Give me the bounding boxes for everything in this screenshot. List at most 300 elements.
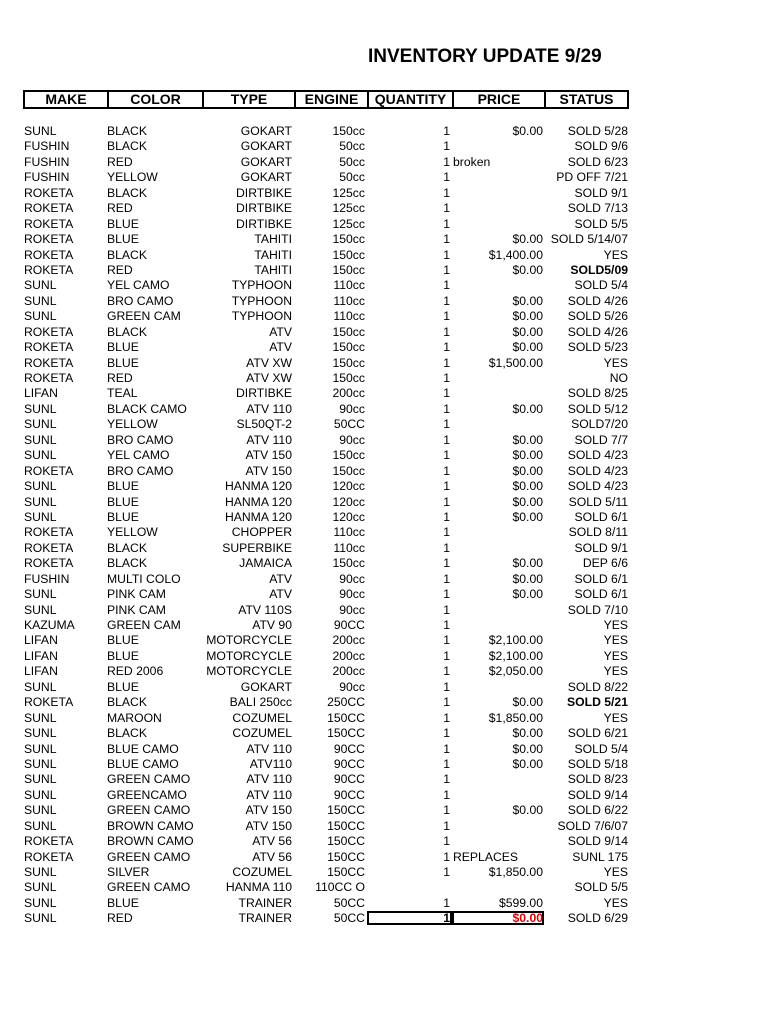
cell-engine[interactable]: 200cc	[332, 386, 365, 401]
cell-status[interactable]: SOLD 8/25	[567, 386, 628, 401]
cell-price[interactable]: $0.00	[512, 463, 543, 478]
cell-make[interactable]: SUNL	[24, 787, 57, 802]
cell-color[interactable]: BLACK	[107, 540, 147, 555]
cell-quantity[interactable]: 1	[443, 340, 450, 355]
cell-quantity[interactable]: 1	[443, 386, 450, 401]
cell-status[interactable]: SUNL 175	[572, 849, 628, 864]
cell-status[interactable]: SOLD 5/5	[574, 880, 628, 895]
cell-type[interactable]: TRAINER	[238, 911, 292, 926]
cell-type[interactable]: HANMA 110	[225, 880, 292, 895]
cell-quantity[interactable]: 1	[443, 185, 450, 200]
cell-engine[interactable]: 110cc	[333, 293, 365, 308]
cell-type[interactable]: JAMAICA	[239, 556, 292, 571]
cell-type[interactable]: TAHITI	[254, 247, 292, 262]
cell-status[interactable]: SOLD 5/4	[574, 278, 628, 293]
cell-type[interactable]: ATV 110	[246, 401, 292, 416]
cell-engine[interactable]: 50cc	[339, 154, 365, 169]
cell-make[interactable]: KAZUMA	[24, 618, 75, 632]
cell-engine[interactable]: 125cc	[332, 201, 365, 216]
cell-engine[interactable]: 150CC	[327, 818, 365, 833]
cell-status[interactable]: DEP 6/6	[582, 556, 628, 571]
cell-price[interactable]: $0.00	[512, 401, 543, 416]
cell-status[interactable]: SOLD 5/26	[567, 309, 628, 324]
cell-quantity[interactable]: 1	[443, 726, 450, 741]
cell-engine[interactable]: 200cc	[332, 664, 365, 679]
cell-make[interactable]: SUNL	[24, 911, 57, 926]
cell-make[interactable]: ROKETA	[24, 525, 74, 540]
cell-status[interactable]: YES	[603, 247, 628, 262]
cell-color[interactable]: BLACK	[107, 185, 147, 200]
cell-type[interactable]: ATV 110	[246, 787, 292, 802]
cell-price[interactable]: $0.00	[512, 726, 543, 741]
cell-quantity[interactable]: 1	[443, 293, 450, 308]
cell-make[interactable]: SUNL	[24, 710, 57, 725]
cell-type[interactable]: COZUMEL	[232, 710, 292, 725]
cell-price[interactable]: $0.00	[512, 741, 543, 756]
cell-engine[interactable]: 50cc	[339, 139, 365, 154]
cell-color[interactable]: GREEN CAMO	[107, 880, 191, 895]
cell-type[interactable]: COZUMEL	[232, 726, 292, 741]
cell-quantity[interactable]: 1	[443, 865, 450, 879]
cell-price[interactable]: $1,400.00	[488, 247, 543, 262]
cell-price[interactable]: $0.00	[512, 448, 543, 463]
cell-type[interactable]: ATV	[269, 324, 292, 339]
cell-color[interactable]: TEAL	[107, 386, 138, 401]
cell-make[interactable]: SUNL	[24, 679, 57, 694]
cell-color[interactable]: RED	[107, 154, 133, 169]
cell-quantity[interactable]: 1	[443, 309, 450, 324]
cell-price[interactable]: $0.00	[512, 509, 543, 524]
cell-engine[interactable]: 150cc	[332, 448, 365, 463]
cell-color[interactable]: SILVER	[107, 865, 150, 879]
cell-color[interactable]: BROWN CAMO	[107, 818, 194, 833]
cell-status[interactable]: SOLD 5/28	[567, 124, 628, 138]
cell-make[interactable]: ROKETA	[24, 324, 74, 339]
cell-status[interactable]: SOLD 6/1	[574, 587, 628, 602]
cell-status[interactable]: SOLD 4/23	[567, 463, 628, 478]
cell-color[interactable]: PINK CAM	[107, 587, 166, 602]
cell-engine[interactable]: 150cc	[332, 340, 365, 355]
cell-engine[interactable]: 150cc	[332, 262, 365, 277]
cell-color[interactable]: BLUE	[107, 633, 139, 648]
cell-make[interactable]: SUNL	[24, 494, 57, 509]
cell-engine[interactable]: 110cc	[333, 309, 365, 324]
cell-status[interactable]: SOLD 8/23	[567, 772, 628, 787]
cell-color[interactable]: BRO CAMO	[107, 432, 174, 447]
cell-color[interactable]: GREENCAMO	[107, 787, 187, 802]
cell-color[interactable]: BLACK	[107, 139, 147, 154]
cell-engine[interactable]: 90cc	[339, 602, 365, 617]
cell-engine[interactable]: 150cc	[332, 324, 365, 339]
cell-type[interactable]: ATV 150	[245, 818, 292, 833]
cell-make[interactable]: SUNL	[24, 417, 57, 432]
cell-make[interactable]: ROKETA	[24, 247, 74, 262]
cell-make[interactable]: ROKETA	[24, 340, 74, 355]
cell-price[interactable]: $0.00	[512, 494, 543, 509]
cell-color[interactable]: BROWN CAMO	[107, 834, 194, 849]
cell-quantity[interactable]: 1	[443, 834, 450, 849]
cell-status[interactable]: SOLD 7/13	[567, 201, 628, 216]
cell-quantity[interactable]: 1	[443, 201, 450, 216]
cell-color[interactable]: BLACK	[107, 124, 147, 138]
cell-status[interactable]: SOLD 8/22	[567, 679, 628, 694]
cell-price[interactable]: $0.00	[512, 803, 543, 818]
cell-color[interactable]: BLUE CAMO	[107, 756, 179, 771]
cell-type[interactable]: ATV 110	[246, 432, 292, 447]
cell-engine[interactable]: 150CC	[327, 803, 365, 818]
cell-engine[interactable]: 90cc	[339, 571, 365, 586]
cell-color[interactable]: BRO CAMO	[107, 463, 174, 478]
cell-engine[interactable]: 90CC	[333, 772, 365, 787]
cell-status[interactable]: SOLD 8/11	[568, 525, 628, 540]
cell-engine[interactable]: 150cc	[332, 463, 365, 478]
cell-type[interactable]: ATV XW	[246, 371, 292, 385]
cell-quantity[interactable]: 1	[443, 679, 450, 694]
cell-engine[interactable]: 90cc	[339, 587, 365, 602]
cell-make[interactable]: SUNL	[24, 293, 57, 308]
cell-type[interactable]: ATV 56	[252, 834, 292, 849]
cell-status[interactable]: YES	[603, 648, 628, 663]
cell-status[interactable]: SOLD 5/4	[574, 741, 628, 756]
cell-quantity[interactable]: 1	[443, 278, 450, 293]
cell-engine[interactable]: 90CC	[333, 618, 365, 632]
cell-type[interactable]: DIRTBIKE	[236, 201, 292, 216]
cell-type[interactable]: ATV 110	[246, 772, 292, 787]
cell-quantity[interactable]: 1	[443, 448, 450, 463]
cell-quantity[interactable]: 1	[443, 587, 450, 602]
cell-engine[interactable]: 200cc	[332, 648, 365, 663]
cell-engine[interactable]: 90CC	[333, 756, 365, 771]
cell-make[interactable]: ROKETA	[24, 834, 74, 849]
cell-color[interactable]: BLUE	[107, 679, 139, 694]
cell-quantity[interactable]: 1	[443, 741, 450, 756]
cell-make[interactable]: LIFAN	[24, 386, 58, 401]
cell-quantity[interactable]: 1	[443, 525, 450, 540]
cell-make[interactable]: SUNL	[24, 479, 57, 494]
cell-status[interactable]: SOLD 5/18	[567, 756, 628, 771]
cell-status[interactable]: SOLD 6/23	[567, 154, 628, 169]
cell-price[interactable]: $0.00	[512, 587, 543, 602]
cell-color[interactable]: RED	[107, 262, 133, 277]
cell-make[interactable]: SUNL	[24, 818, 57, 833]
cell-make[interactable]: SUNL	[24, 124, 57, 138]
cell-engine[interactable]: 150CC	[327, 849, 365, 864]
cell-color[interactable]: YELLOW	[107, 170, 158, 185]
cell-note[interactable]: broken	[453, 154, 491, 169]
cell-engine[interactable]: 50cc	[339, 170, 365, 185]
cell-engine[interactable]: 150cc	[332, 232, 365, 247]
cell-color[interactable]: RED	[107, 911, 133, 926]
cell-color[interactable]: YELLOW	[107, 525, 158, 540]
cell-color[interactable]: RED 2006	[107, 664, 164, 679]
cell-color[interactable]: BLUE	[107, 216, 139, 231]
cell-quantity[interactable]: 1	[443, 849, 450, 864]
cell-engine[interactable]: 150cc	[332, 556, 365, 571]
cell-color[interactable]: BLUE	[107, 895, 139, 910]
cell-quantity[interactable]: 1	[443, 401, 450, 416]
cell-type[interactable]: HANMA 120	[224, 509, 292, 524]
cell-price[interactable]: $0.00	[512, 756, 543, 771]
cell-make[interactable]: SUNL	[24, 880, 57, 895]
cell-status[interactable]: SOLD 9/1	[574, 185, 628, 200]
cell-status[interactable]: SOLD 6/1	[574, 509, 628, 524]
cell-status[interactable]: YES	[603, 355, 628, 370]
cell-color[interactable]: BRO CAMO	[107, 293, 174, 308]
cell-price[interactable]: $0.00	[512, 124, 543, 138]
cell-color[interactable]: BLUE	[107, 509, 139, 524]
cell-make[interactable]: ROKETA	[24, 216, 74, 231]
cell-engine[interactable]: 90CC	[333, 741, 365, 756]
cell-quantity[interactable]: 1	[443, 479, 450, 494]
cell-price[interactable]: $1,850.00	[488, 865, 543, 879]
cell-quantity[interactable]: 1	[443, 139, 450, 154]
cell-engine[interactable]: 90cc	[339, 432, 365, 447]
cell-status[interactable]: SOLD 5/12	[567, 401, 628, 416]
cell-make[interactable]: LIFAN	[24, 648, 58, 663]
cell-type[interactable]: TAHITI	[254, 232, 292, 247]
cell-quantity[interactable]: 1	[443, 695, 450, 710]
cell-quantity[interactable]: 1	[443, 216, 450, 231]
cell-status[interactable]: SOLD7/20	[571, 417, 628, 432]
cell-engine[interactable]: 110CC O	[315, 880, 365, 895]
cell-color[interactable]: RED	[107, 201, 133, 216]
cell-make[interactable]: ROKETA	[24, 262, 74, 277]
cell-engine[interactable]: 120cc	[332, 479, 365, 494]
cell-engine[interactable]: 90cc	[339, 679, 365, 694]
cell-type[interactable]: GOKART	[240, 170, 292, 185]
cell-color[interactable]: YELLOW	[107, 417, 158, 432]
cell-engine[interactable]: 50CC	[333, 895, 365, 910]
cell-color[interactable]: BLACK CAMO	[107, 401, 187, 416]
cell-status[interactable]: SOLD 7/10	[567, 602, 628, 617]
cell-type[interactable]: ATV	[269, 340, 292, 355]
cell-quantity[interactable]: 1	[443, 509, 450, 524]
cell-price[interactable]: $0.00	[512, 556, 543, 571]
cell-quantity[interactable]: 1	[443, 170, 450, 185]
cell-make[interactable]: SUNL	[24, 895, 57, 910]
cell-quantity[interactable]: 1	[443, 648, 450, 663]
cell-color[interactable]: BLACK	[107, 695, 147, 710]
cell-type[interactable]: MOTORCYCLE	[206, 664, 292, 679]
cell-type[interactable]: ATV 150	[245, 463, 292, 478]
cell-type[interactable]: SUPERBIKE	[222, 540, 292, 555]
cell-engine[interactable]: 150cc	[332, 247, 365, 262]
cell-status[interactable]: SOLD 4/23	[567, 479, 628, 494]
cell-make[interactable]: ROKETA	[24, 232, 74, 247]
cell-status[interactable]: SOLD 5/23	[567, 340, 628, 355]
cell-type[interactable]: ATV 150	[245, 448, 292, 463]
cell-make[interactable]: ROKETA	[24, 355, 74, 370]
cell-make[interactable]: ROKETA	[24, 556, 74, 571]
cell-type[interactable]: MOTORCYCLE	[206, 633, 292, 648]
selected-quantity-cell[interactable]	[367, 911, 452, 925]
cell-price[interactable]: $0.00	[512, 911, 543, 926]
cell-type[interactable]: ATV 90	[252, 618, 292, 632]
cell-status[interactable]: SOLD 5/14/07	[550, 232, 628, 247]
cell-quantity[interactable]: 1	[443, 664, 450, 679]
cell-type[interactable]: ATV	[269, 587, 292, 602]
cell-quantity[interactable]: 1	[443, 710, 450, 725]
cell-quantity[interactable]: 1	[443, 556, 450, 571]
cell-type[interactable]: TYPHOON	[231, 309, 292, 324]
cell-status[interactable]: SOLD 4/26	[567, 324, 628, 339]
cell-quantity[interactable]: 1	[443, 772, 450, 787]
cell-type[interactable]: BALI 250cc	[229, 695, 292, 710]
cell-status[interactable]: SOLD 5/11	[568, 494, 628, 509]
cell-status[interactable]: SOLD 9/14	[567, 787, 628, 802]
cell-make[interactable]: LIFAN	[24, 633, 58, 648]
cell-type[interactable]: MOTORCYCLE	[206, 648, 292, 663]
cell-color[interactable]: BLACK	[107, 556, 147, 571]
cell-status[interactable]: SOLD 4/23	[567, 448, 628, 463]
cell-price[interactable]: $599.00	[498, 895, 543, 910]
cell-quantity[interactable]: 1	[443, 787, 450, 802]
cell-quantity[interactable]: 1	[443, 818, 450, 833]
cell-engine[interactable]: 50CC	[333, 911, 365, 926]
cell-price[interactable]: $1,500.00	[488, 355, 543, 370]
cell-quantity[interactable]: 1	[443, 417, 450, 432]
cell-status[interactable]: SOLD 9/6	[574, 139, 628, 154]
cell-make[interactable]: SUNL	[24, 741, 57, 756]
cell-quantity[interactable]: 1	[443, 494, 450, 509]
cell-color[interactable]: BLACK	[107, 247, 147, 262]
cell-type[interactable]: ATV 150	[245, 803, 292, 818]
cell-make[interactable]: SUNL	[24, 756, 57, 771]
cell-type[interactable]: DIRTBIKE	[236, 185, 292, 200]
cell-engine[interactable]: 150cc	[332, 355, 365, 370]
cell-make[interactable]: SUNL	[24, 401, 57, 416]
cell-quantity[interactable]: 1	[443, 371, 450, 385]
cell-color[interactable]: GREEN CAM	[107, 618, 181, 632]
cell-engine[interactable]: 120cc	[332, 509, 365, 524]
cell-price[interactable]: $0.00	[512, 340, 543, 355]
cell-make[interactable]: SUNL	[24, 803, 57, 818]
cell-engine[interactable]: 90CC	[333, 787, 365, 802]
cell-make[interactable]: LIFAN	[24, 664, 58, 679]
cell-status[interactable]: SOLD 6/22	[567, 803, 628, 818]
cell-engine[interactable]: 150CC	[327, 726, 365, 741]
cell-price[interactable]: $0.00	[512, 309, 543, 324]
cell-color[interactable]: BLUE	[107, 232, 139, 247]
cell-quantity[interactable]: 1	[443, 124, 450, 138]
cell-quantity[interactable]: 1	[443, 895, 450, 910]
cell-color[interactable]: BLUE	[107, 340, 139, 355]
cell-quantity[interactable]: 1	[443, 571, 450, 586]
cell-engine[interactable]: 150CC	[327, 865, 365, 879]
cell-engine[interactable]: 110cc	[333, 278, 365, 293]
cell-price[interactable]: $0.00	[512, 432, 543, 447]
cell-type[interactable]: GOKART	[240, 124, 292, 138]
cell-engine[interactable]: 150cc	[332, 371, 365, 385]
cell-quantity[interactable]: 1	[443, 355, 450, 370]
cell-status[interactable]: YES	[603, 664, 628, 679]
cell-color[interactable]: BLUE	[107, 648, 139, 663]
cell-quantity[interactable]: 1	[443, 618, 450, 632]
cell-price[interactable]: $0.00	[512, 232, 543, 247]
cell-status[interactable]: PD OFF 7/21	[556, 170, 628, 185]
cell-color[interactable]: GREEN CAMO	[107, 849, 191, 864]
cell-type[interactable]: CHOPPER	[231, 525, 292, 540]
cell-status[interactable]: SOLD 7/7	[574, 432, 628, 447]
cell-engine[interactable]: 50CC	[333, 417, 365, 432]
cell-type[interactable]: TRAINER	[238, 895, 292, 910]
cell-engine[interactable]: 120cc	[332, 494, 365, 509]
cell-make[interactable]: FUSHIN	[24, 139, 70, 154]
cell-status[interactable]: SOLD 5/5	[574, 216, 628, 231]
cell-quantity[interactable]: 1	[443, 911, 450, 926]
cell-color[interactable]: BLUE	[107, 479, 139, 494]
cell-price[interactable]: $0.00	[512, 479, 543, 494]
cell-type[interactable]: SL50QT-2	[236, 417, 292, 432]
cell-price[interactable]: $0.00	[512, 571, 543, 586]
cell-engine[interactable]: 150CC	[327, 710, 365, 725]
cell-make[interactable]: ROKETA	[24, 695, 74, 710]
cell-quantity[interactable]: 1	[443, 247, 450, 262]
cell-color[interactable]: GREEN CAMO	[107, 803, 191, 818]
cell-engine[interactable]: 250CC	[327, 695, 365, 710]
cell-type[interactable]: TAHITI	[254, 262, 292, 277]
cell-color[interactable]: BLUE	[107, 355, 139, 370]
cell-type[interactable]: GOKART	[240, 139, 292, 154]
cell-type[interactable]: HANMA 120	[224, 494, 292, 509]
cell-engine[interactable]: 90cc	[339, 401, 365, 416]
cell-make[interactable]: SUNL	[24, 432, 57, 447]
cell-type[interactable]: TYPHOON	[231, 293, 292, 308]
cell-engine[interactable]: 150cc	[332, 124, 365, 138]
cell-engine[interactable]: 150CC	[327, 834, 365, 849]
cell-status[interactable]: SOLD 6/21	[567, 726, 628, 741]
cell-status[interactable]: SOLD 9/14	[567, 834, 628, 849]
cell-make[interactable]: SUNL	[24, 448, 57, 463]
cell-status[interactable]: YES	[603, 618, 628, 632]
cell-status[interactable]: SOLD 7/6/07	[557, 818, 628, 833]
cell-engine[interactable]: 110cc	[333, 540, 365, 555]
cell-type[interactable]: TYPHOON	[231, 278, 292, 293]
cell-make[interactable]: ROKETA	[24, 201, 74, 216]
cell-price[interactable]: $0.00	[512, 695, 543, 710]
cell-make[interactable]: SUNL	[24, 278, 57, 293]
cell-color[interactable]: MAROON	[107, 710, 162, 725]
cell-color[interactable]: RED	[107, 371, 133, 385]
cell-type[interactable]: ATV 110S	[238, 602, 292, 617]
cell-color[interactable]: BLUE CAMO	[107, 741, 179, 756]
cell-color[interactable]: PINK CAM	[107, 602, 166, 617]
cell-type[interactable]: ATV XW	[246, 355, 292, 370]
cell-status[interactable]: SOLD 9/1	[574, 540, 628, 555]
cell-price[interactable]: $1,850.00	[488, 710, 543, 725]
cell-make[interactable]: SUNL	[24, 865, 57, 879]
cell-quantity[interactable]: 1	[443, 756, 450, 771]
cell-quantity[interactable]: 1	[443, 262, 450, 277]
cell-color[interactable]: GREEN CAMO	[107, 772, 191, 787]
cell-engine[interactable]: 200cc	[332, 633, 365, 648]
cell-type[interactable]: HANMA 120	[224, 479, 292, 494]
cell-price[interactable]: $2,050.00	[488, 664, 543, 679]
cell-make[interactable]: SUNL	[24, 602, 57, 617]
cell-price[interactable]: $2,100.00	[488, 648, 543, 663]
cell-quantity[interactable]: 1	[443, 540, 450, 555]
cell-type[interactable]: DIRTIBKE	[236, 386, 292, 401]
cell-quantity[interactable]: 1	[443, 432, 450, 447]
cell-engine[interactable]: 125cc	[332, 216, 365, 231]
cell-quantity[interactable]: 1	[443, 633, 450, 648]
cell-type[interactable]: ATV 110	[246, 741, 292, 756]
cell-quantity[interactable]: 1	[443, 324, 450, 339]
cell-make[interactable]: ROKETA	[24, 371, 74, 385]
cell-engine[interactable]: 110cc	[333, 525, 365, 540]
cell-status[interactable]: YES	[603, 633, 628, 648]
cell-type[interactable]: DIRTIBKE	[236, 216, 292, 231]
